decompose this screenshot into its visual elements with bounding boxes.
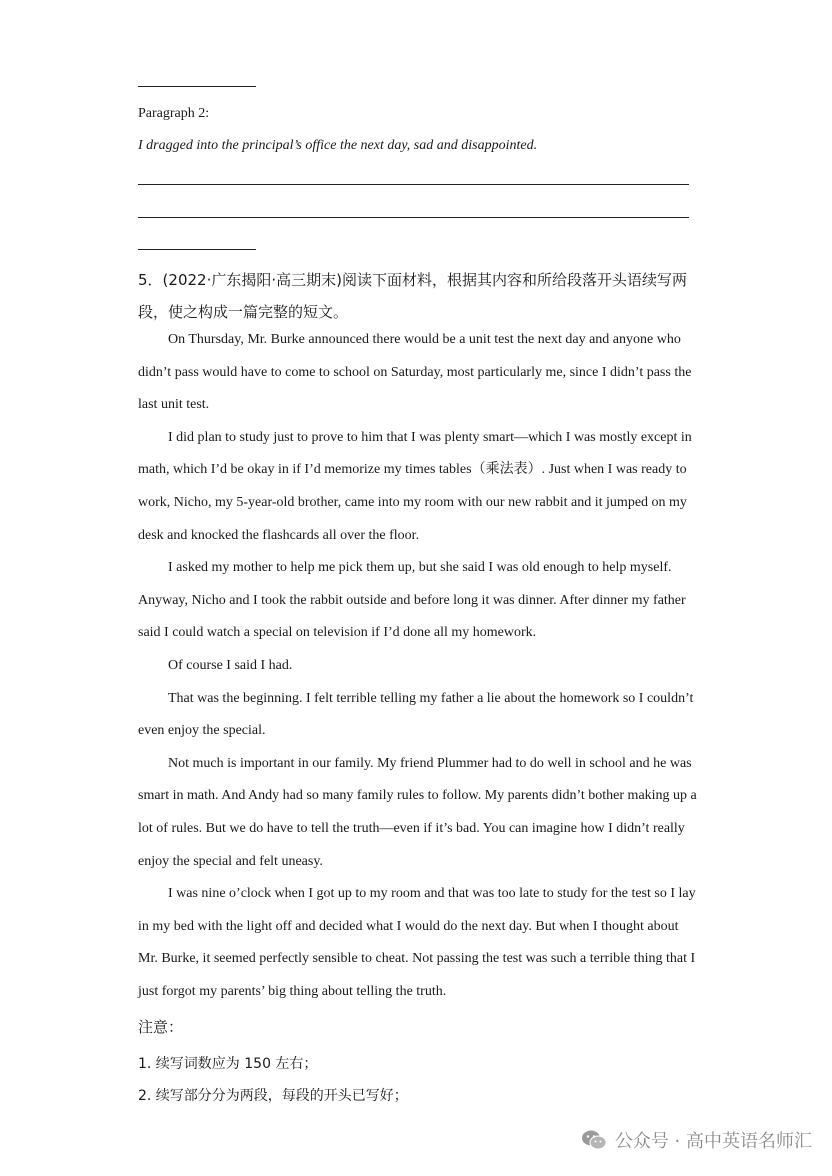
passage-paragraph: Of course I said I had.: [168, 657, 293, 673]
watermark-text: 公众号 · 高中英语名师汇: [614, 1131, 812, 1152]
watermark: [581, 1126, 812, 1154]
answer-line: [138, 86, 256, 87]
paragraph-label: Paragraph 2:: [138, 106, 210, 121]
notes-list: [138, 1048, 408, 1112]
notes-title: 注意：: [138, 1018, 184, 1036]
note-item: 1. 续写词数应为 150 左右；: [138, 1056, 318, 1072]
wechat-icon: [581, 1129, 607, 1151]
passage: [138, 324, 698, 1008]
answer-line: [138, 249, 256, 250]
passage-paragraph: Not much is important in our family. My friend Plummer had to do well in school and he was smart in math. And Andy had so many family rules to follow. My parents didn’t bother making up a lot of rules. But we do have to tell the truth—even if it’s bad. You can imagine how I didn’t really enjoy the special and felt uneasy.: [138, 755, 697, 869]
passage-paragraph: I asked my mother to help me pick them up, but she said I was old enough to help myself. Anyway, Nicho and I took the rabbit outside and before long it was dinner. After dinner my father said I could watch a special on television if I’d done all my homework.: [138, 560, 686, 641]
passage-paragraph: That was the beginning. I felt terrible telling my father a lie about the homework so I couldn’t even enjoy the special.: [138, 690, 694, 739]
passage-paragraph: I was nine o’clock when I got up to my room and that was too late to study for the test so I lay in my bed with the light off and decided what I would do the next day. But when I thought about Mr. Burke, it seemed perfectly sensible to cheat. Not passing the test was such a terrible thing that I just forgot my parents’ big thing about telling the truth.: [138, 886, 696, 999]
paragraph-opening: I dragged into the principal’s office the next day, sad and disappointed.: [138, 138, 538, 153]
passage-paragraph: On Thursday, Mr. Burke announced there would be a unit test the next day and anyone who didn’t pass would have to come to school on Saturday, most particularly me, since I didn’t pass the last unit test.: [138, 332, 692, 413]
answer-line: [138, 184, 689, 185]
answer-line: [138, 217, 689, 218]
passage-paragraph: I did plan to study just to prove to him that I was plenty smart—which I was mostly except in math, which I’d be okay in if I’d memorize my times tables（乘法表）. Just when I was ready to work, Nicho, my 5-year-old brother, came into my room with our new rabbit and it jumped on my desk and knocked the flashcards all over the floor.: [138, 429, 692, 543]
note-item: 2. 续写部分分为两段，每段的开头已写好；: [138, 1088, 408, 1104]
question-prompt: 5．(2022·广东揭阳·高三期末)阅读下面材料，根据其内容和所给段落开头语续写两段，使之构成一篇完整的短文。: [138, 271, 687, 321]
